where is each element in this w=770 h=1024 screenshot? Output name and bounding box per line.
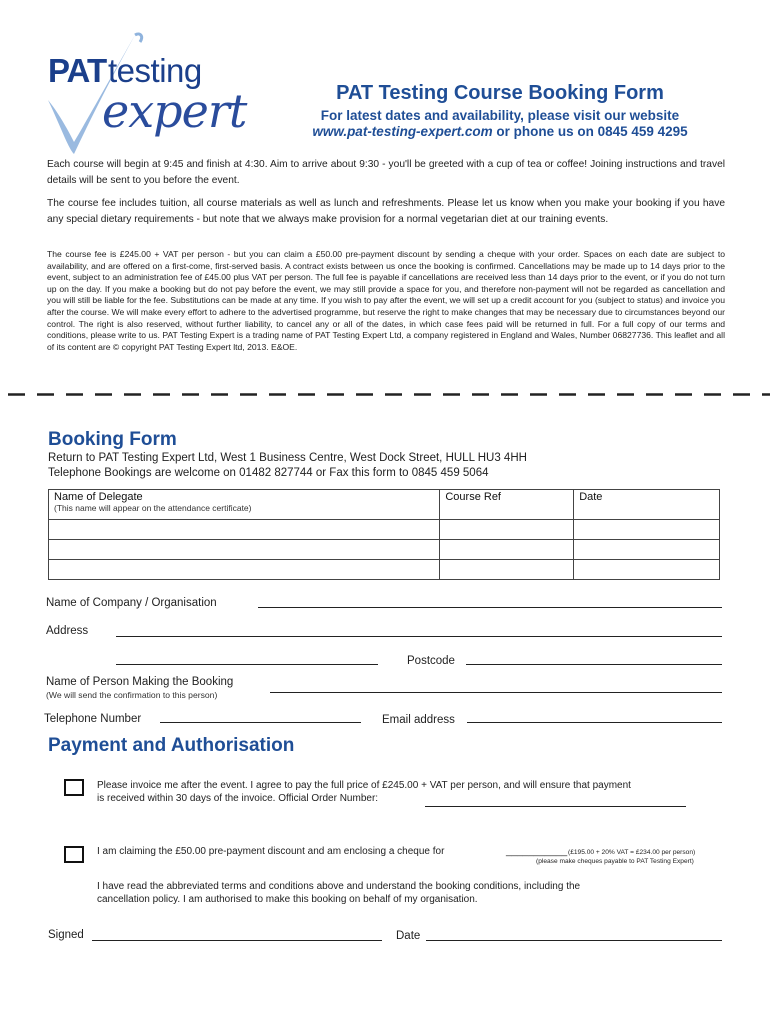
- postcode-input-line[interactable]: [466, 664, 722, 665]
- signed-label: Signed: [48, 929, 84, 941]
- signature-date-input-line[interactable]: [426, 940, 722, 941]
- prepayment-option-checkbox[interactable]: [64, 846, 84, 863]
- phone-prefix: or phone us on: [492, 124, 598, 139]
- logo-text-expert: expert: [102, 84, 247, 138]
- return-address: Return to PAT Testing Expert Ltd, West 1 Business Centre, West Dock Street, HULL HU3 4HH: [48, 452, 527, 464]
- delegate-header-note: (This name will appear on the attendance certificate): [54, 503, 252, 513]
- logo-text-pat: PAT: [48, 52, 107, 89]
- header-subtitle: For latest dates and availability, please visit our website: [320, 108, 680, 123]
- payment-heading: Payment and Authorisation: [48, 735, 295, 756]
- declaration-line2: cancellation policy. I am authorised to make this booking on behalf of my organisation.: [97, 894, 478, 905]
- email-label: Email address: [382, 714, 455, 726]
- table-row: [49, 540, 720, 560]
- delegate-name-cell[interactable]: [49, 560, 440, 580]
- info-paragraph-times: Each course will begin at 9:45 and finish at 4:30. Aim to arrive about 9:30 - you'll be greeted with a cup of tea or coffee! Joining instructions and travel details will be sent to you before the event.: [47, 159, 725, 186]
- booker-name-input-line[interactable]: [270, 692, 722, 693]
- course-ref-cell[interactable]: [440, 540, 574, 560]
- booker-name-note: (We will send the confirmation to this person): [46, 690, 218, 700]
- column-header-course-ref: Course Ref: [440, 490, 574, 520]
- telephone-label: Telephone Number: [44, 713, 142, 725]
- prepayment-option-text: I am claiming the £50.00 pre-payment discount and am enclosing a cheque for: [97, 846, 445, 857]
- signature-input-line[interactable]: [92, 940, 382, 941]
- phone-number: 0845 459 4295: [597, 124, 688, 139]
- invoice-option-line1: Please invoice me after the event. I agree to pay the full price of £245.00 + VAT per person, and will ensure that payment: [97, 780, 631, 791]
- date-cell[interactable]: [574, 520, 720, 540]
- delegate-name-cell[interactable]: [49, 540, 440, 560]
- prepayment-calculation: (£195.00 + 20% VAT = £234.00 per person): [568, 849, 696, 856]
- delegate-header-label: Name of Delegate: [54, 491, 143, 503]
- cut-line-divider: [0, 393, 770, 396]
- info-paragraph-terms: The course fee is £245.00 + VAT per person - but you can claim a £50.00 pre-payment discount by sending a cheque with your order. Spaces on each date are subject to availability, and are offered on a first-come, first-served basis. A contract exists between us once the booking is confirmed. Cancellations may be made up to 14 days prior to the event, subject to an administration fee of £45.00 plus VAT per person. The full fee is payable if cancellations are received less than 14 days prior to the event, or if you do not turn up on the day. If you make a booking but do not pay before the event, we may still provide a space for you, and therefore non-payment will not be regarded as cancellation and you will still be liable for the fee. Substitutions can be made at any time. If you wish to pay after the event, we will set up a credit account for you (subject to status) and invoice you after the course. We will make every effort to adhere to the advertised programme, but reserve the right to make changes that may be necessary due to circumstances beyond our control. The right is also reserved, without further liability, to cancel any or all of the dates, in which case fees paid will be returned in full. For a full copy of our terms and conditions, please write to us. PAT Testing Expert is a trading name of PAT Testing Expert Ltd, a company registered in England and Wales, Number 06827736. This leaflet and all of its content are © copyright PAT Testing Expert ltd, 2013. E&OE.: [47, 249, 725, 352]
- company-logo: [40, 30, 265, 155]
- website-link[interactable]: www.pat-testing-expert.com: [312, 124, 493, 139]
- header-contact-line: [278, 124, 722, 139]
- telephone-bookings-line: Telephone Bookings are welcome on 01482 827744 or Fax this form to 0845 459 5064: [48, 467, 489, 479]
- column-header-date: Date: [574, 490, 720, 520]
- invoice-option-checkbox[interactable]: [64, 779, 84, 796]
- invoice-option-line2: is received within 30 days of the invoice. Official Order Number:: [97, 793, 379, 804]
- column-header-delegate: [49, 490, 440, 520]
- logo-text-testing: testing: [108, 52, 202, 89]
- cheque-amount-blank[interactable]: ___________: [506, 846, 568, 857]
- date-cell[interactable]: [574, 560, 720, 580]
- postcode-label: Postcode: [407, 655, 455, 667]
- date-label: Date: [396, 930, 421, 942]
- page-title: PAT Testing Course Booking Form: [336, 82, 664, 104]
- booker-name-label: Name of Person Making the Booking: [46, 676, 234, 688]
- course-ref-cell[interactable]: [440, 560, 574, 580]
- table-row: [49, 520, 720, 540]
- date-cell[interactable]: [574, 540, 720, 560]
- booking-form-heading: Booking Form: [48, 429, 177, 450]
- delegates-table: [48, 489, 720, 580]
- email-input-line[interactable]: [467, 722, 722, 723]
- declaration-line1: I have read the abbreviated terms and conditions above and understand the booking conditions, including the: [97, 881, 581, 892]
- cheque-payable-note: (please make cheques payable to PAT Testing Expert): [536, 858, 694, 865]
- order-number-input-line[interactable]: [425, 806, 686, 807]
- company-label: Name of Company / Organisation: [46, 597, 217, 609]
- address-input-line-1[interactable]: [116, 636, 722, 637]
- course-ref-cell[interactable]: [440, 520, 574, 540]
- telephone-input-line[interactable]: [160, 722, 361, 723]
- address-label: Address: [46, 625, 89, 637]
- delegate-name-cell[interactable]: [49, 520, 440, 540]
- info-paragraph-fees: The course fee includes tuition, all course materials as well as lunch and refreshments. Please let us know when you make your booking if you have any special dietary requirements - but note that we always make provision for a normal vegetarian diet at our training events.: [47, 198, 725, 225]
- table-header-row: [49, 490, 720, 520]
- company-input-line[interactable]: [258, 607, 722, 608]
- address-input-line-2[interactable]: [116, 664, 378, 665]
- table-row: [49, 560, 720, 580]
